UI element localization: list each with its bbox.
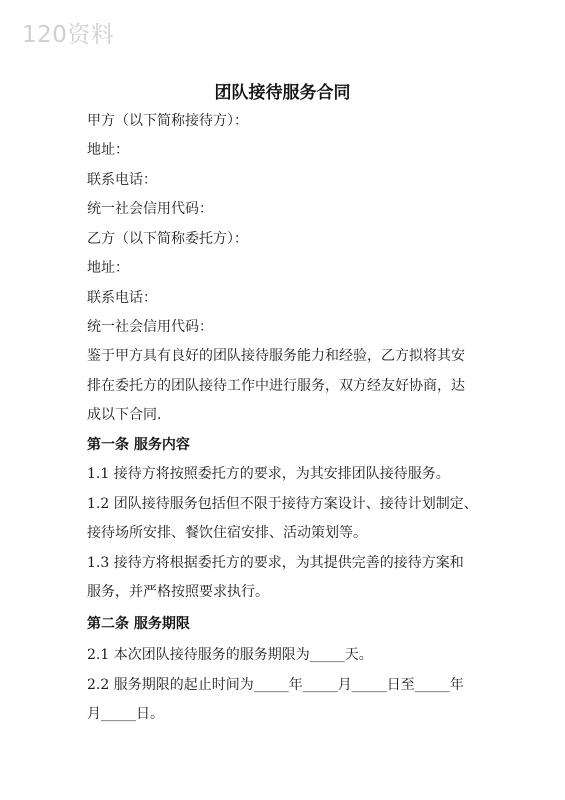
party-b-label: 乙方（以下简称委托方）： — [87, 231, 248, 247]
party-a-label: 甲方（以下简称接待方）： — [87, 113, 248, 129]
article-2-heading: 第二条 服务期限 — [87, 616, 190, 632]
watermark: 120资料 — [22, 22, 115, 48]
preamble-line: 成以下合同. — [87, 407, 162, 423]
article-1-clause: 1.2 团队接待服务包括但不限于接待方案设计、接待计划制定、 — [87, 496, 478, 512]
preamble-line: 排在委托方的团队接待工作中进行服务，双方经友好协商，达 — [87, 378, 465, 394]
article-1-clause: 服务，并严格按照要求执行。 — [87, 584, 269, 600]
party-b-address: 地址： — [87, 260, 129, 276]
article-2-clause: 2.1 本次团队接待服务的服务期限为_____天。 — [87, 647, 373, 663]
party-a-phone: 联系电话： — [87, 172, 157, 188]
article-2-clause: 月_____日。 — [87, 706, 164, 722]
article-1-clause: 1.3 接待方将根据委托方的要求，为其提供完善的接待方案和 — [87, 555, 464, 571]
party-b-phone: 联系电话： — [87, 290, 157, 306]
document-title: 团队接待服务合同 — [214, 83, 351, 103]
preamble-line: 鉴于甲方具有良好的团队接待服务能力和经验，乙方拟将其安 — [87, 348, 465, 364]
party-a-address: 地址： — [87, 142, 129, 158]
article-2-clause: 2.2 服务期限的起止时间为_____年_____月_____日至_____年 — [87, 677, 464, 693]
article-1-clause: 1.1 接待方将按照委托方的要求，为其安排团队接待服务。 — [87, 466, 450, 482]
article-1-heading: 第一条 服务内容 — [87, 437, 190, 453]
article-1-clause: 接待场所安排、餐饮住宿安排、活动策划等。 — [87, 525, 367, 541]
party-a-credit-code: 统一社会信用代码： — [87, 201, 213, 217]
party-b-credit-code: 统一社会信用代码： — [87, 319, 213, 335]
